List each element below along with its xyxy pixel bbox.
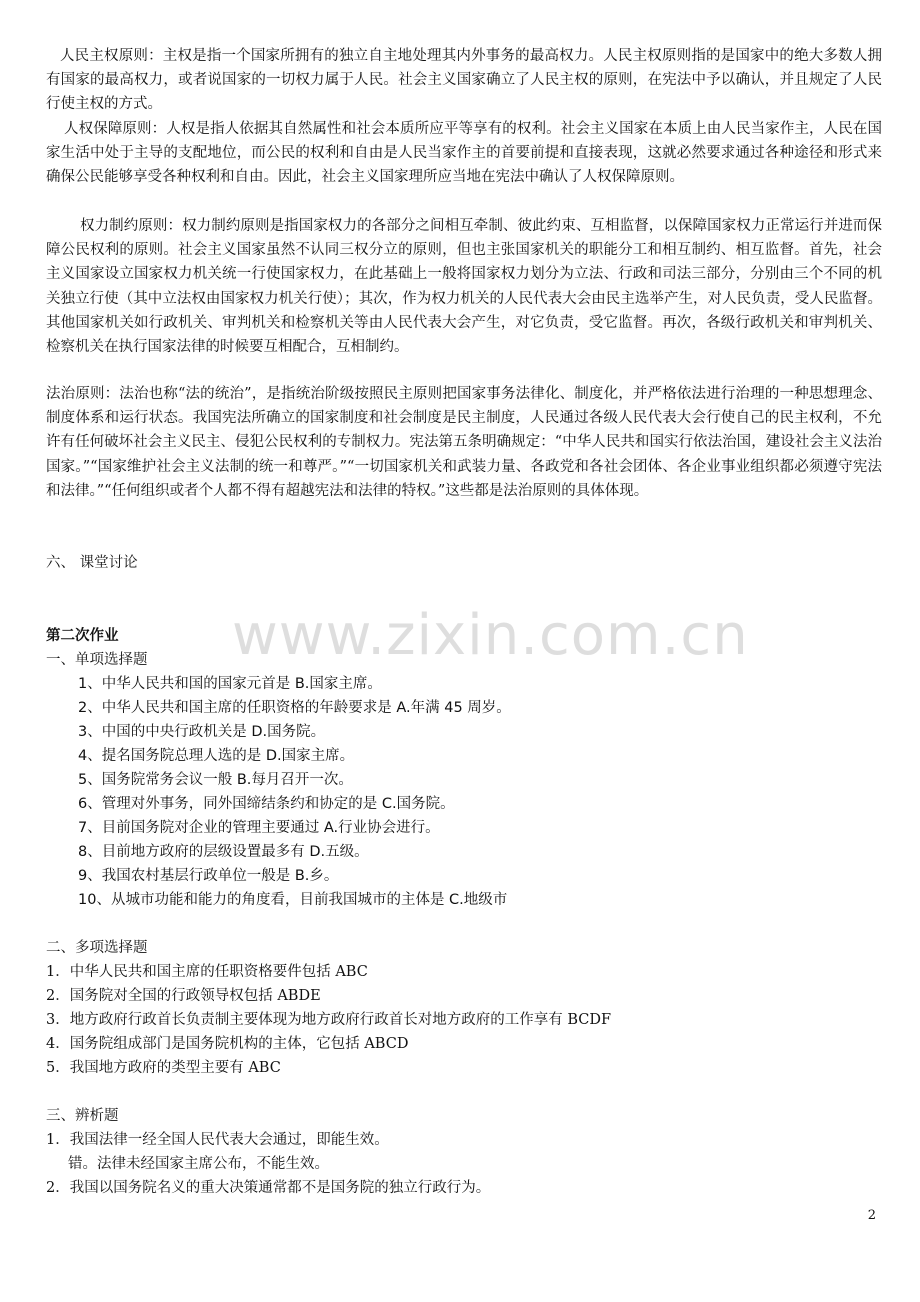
paragraph-human-rights: 人权保障原则：人权是指人依据其自然属性和社会本质所应平等享有的权利。社会主义国家在本质上由人民当家作主，人民在国家生活中处于主导的支配地位，而公民的权利和自由是人民当家作主的首要前提和直接表现，这就必然要求通过各种途径和形式来确保公民能够享受各种权利和自由。因此，社会主义国家理所应当地在宪法中确认了人权保障原则。	[46, 121, 882, 186]
list-item: 4、提名国务院总理人选的是 D.国家主席。	[78, 748, 355, 764]
list-item: 9、我国农村基层行政单位一般是 B.乡。	[78, 868, 339, 884]
judge-question-2: 2．我国以国务院名义的重大决策通常都不是国务院的独立行政行为。	[46, 1180, 491, 1196]
list-item: 2、中华人民共和国主席的任职资格的年龄要求是 A.年满 45 周岁。	[78, 700, 511, 716]
list-item: 6、管理对外事务，同外国缔结条约和协定的是 C.国务院。	[78, 796, 455, 812]
watermark: www.zixin.com.cn	[232, 603, 749, 668]
paragraph-people-sovereignty: 人民主权原则：主权是指一个国家所拥有的独立自主地处理其内外事务的最高权力。人民主权原则指的是国家中的绝大多数人拥有国家的最高权力，或者说国家的一切权力属于人民。社会主义国家确立了人民主权的原则，在宪法中予以确认，并且规定了人民行使主权的方式。	[46, 48, 882, 113]
section-heading-class-discussion: 六、 课堂讨论	[46, 555, 138, 571]
list-item: 4．国务院组成部门是国务院机构的主体，它包括 ABCD	[46, 1036, 409, 1052]
list-item: 10、从城市功能和能力的角度看，目前我国城市的主体是 C.地级市	[78, 892, 508, 908]
list-item: 5、国务院常务会议一般 B.每月召开一次。	[78, 772, 353, 788]
multi-choice-heading: 二、多项选择题	[46, 940, 148, 956]
paragraph-power-restriction: 权力制约原则：权力制约原则是指国家权力的各部分之间相互牵制、彼此约束、互相监督，以保障国家权力正常运行并进而保障公民权利的原则。社会主义国家虽然不认同三权分立的原则，但也主张国家机关的职能分工和相互制约、相互监督。首先，社会主义国家设立国家权力机关统一行使国家权力，在此基础上一般将国家权力划分为立法、行政和司法三部分，分别由三个不同的机关独立行使（其中立法权由国家权力机关行使）；其次，作为权力机关的人民代表大会由民主选举产生，对人民负责，受人民监督。其他国家机关如行政机关、审判机关和检察机关等由人民代表大会产生，对它负责，受它监督。再次，各级行政机关和审判机关、检察机关在执行国家法律的时候要互相配合，互相制约。	[46, 218, 882, 356]
paragraph-rule-of-law: 法治原则：法治也称“法的统治”，是指统治阶级按照民主原则把国家事务法律化、制度化，并严格依法进行治理的一种思想理念、制度体系和运行状态。我国宪法所确立的国家制度和社会制度是民主制度，人民通过各级人民代表大会行使自己的民主权利，不允许有任何破坏社会主义民主、侵犯公民权利的专制权力。宪法第五条明确规定：“中华人民共和国实行依法治国，建设社会主义法治国家。”“国家维护社会主义法制的统一和尊严。”“一切国家机关和武装力量、各政党和各社会团体、各企业事业组织都必须遵守宪法和法律。”“任何组织或者个人都不得有超越宪法和法律的特权。”这些都是法治原则的具体体现。	[46, 386, 882, 499]
list-item: 1、中华人民共和国的国家元首是 B.国家主席。	[78, 676, 382, 692]
list-item: 8、目前地方政府的层级设置最多有 D.五级。	[78, 844, 369, 860]
page-number: 2	[867, 1208, 876, 1223]
judge-heading: 三、辨析题	[46, 1108, 119, 1124]
list-item: 3、中国的中央行政机关是 D.国务院。	[78, 724, 326, 740]
list-item: 2．国务院对全国的行政领导权包括 ABDE	[46, 988, 321, 1004]
list-item: 5．我国地方政府的类型主要有 ABC	[46, 1060, 281, 1076]
list-item: 1．中华人民共和国主席的任职资格要件包括 ABC	[46, 964, 368, 980]
list-item: 3．地方政府行政首长负责制主要体现为地方政府行政首长对地方政府的工作享有 BCDF	[46, 1012, 612, 1028]
judge-answer-1: 错。法律未经国家主席公布，不能生效。	[68, 1156, 329, 1172]
single-choice-heading: 一、单项选择题	[46, 652, 148, 668]
list-item: 7、目前国务院对企业的管理主要通过 A.行业协会进行。	[78, 820, 440, 836]
homework-title: 第二次作业	[46, 627, 119, 644]
judge-question-1: 1．我国法律一经全国人民代表大会通过，即能生效。	[46, 1132, 389, 1148]
